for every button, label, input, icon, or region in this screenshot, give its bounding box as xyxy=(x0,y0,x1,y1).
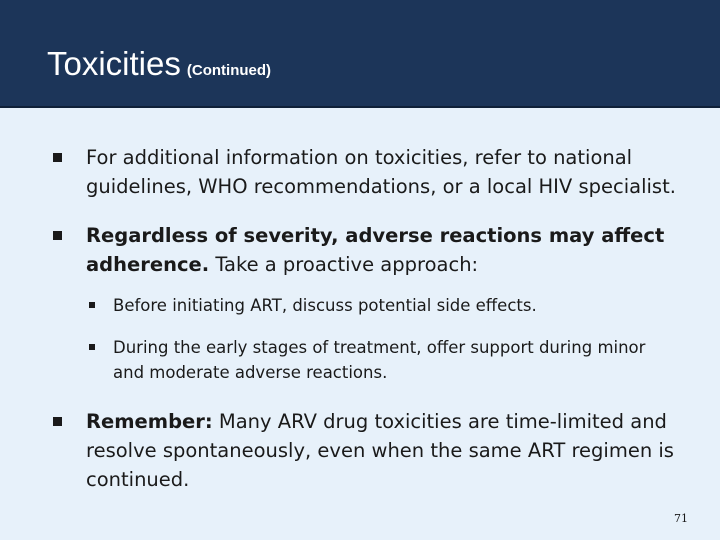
bullet-bold-text: Remember: xyxy=(86,410,213,433)
page-number: 71 xyxy=(674,512,688,525)
bullet-bold-text: Regardless of severity, adverse reactions may affect adherence. xyxy=(86,224,665,276)
bullet-plain-text: Many ARV drug toxicities are time-limited and resolve spontaneously, even when the same ART regimen is continued. xyxy=(86,410,674,491)
bullet-text xyxy=(86,221,686,279)
title-text: Toxicities xyxy=(47,45,181,82)
square-bullet-icon xyxy=(53,231,62,240)
title-suffix: (Continued) xyxy=(186,62,272,79)
square-bullet-icon xyxy=(53,417,62,426)
bullet-plain-text: Take a proactive approach: xyxy=(209,253,479,276)
slide-title xyxy=(47,44,271,84)
square-sub-bullet-icon xyxy=(89,302,95,308)
title-bar xyxy=(0,0,720,108)
square-bullet-icon xyxy=(53,153,62,162)
sub-bullet-text: During the early stages of treatment, offer support during minor and moderate adverse reactions. xyxy=(113,338,646,382)
sub-bullet-text: Before initiating ART, discuss potential side effects. xyxy=(113,296,537,315)
square-sub-bullet-icon xyxy=(89,344,95,350)
bullet-text xyxy=(86,407,686,494)
bullet-text: For additional information on toxicities, refer to national guidelines, WHO recommendations, or a local HIV specialist. xyxy=(86,146,676,198)
